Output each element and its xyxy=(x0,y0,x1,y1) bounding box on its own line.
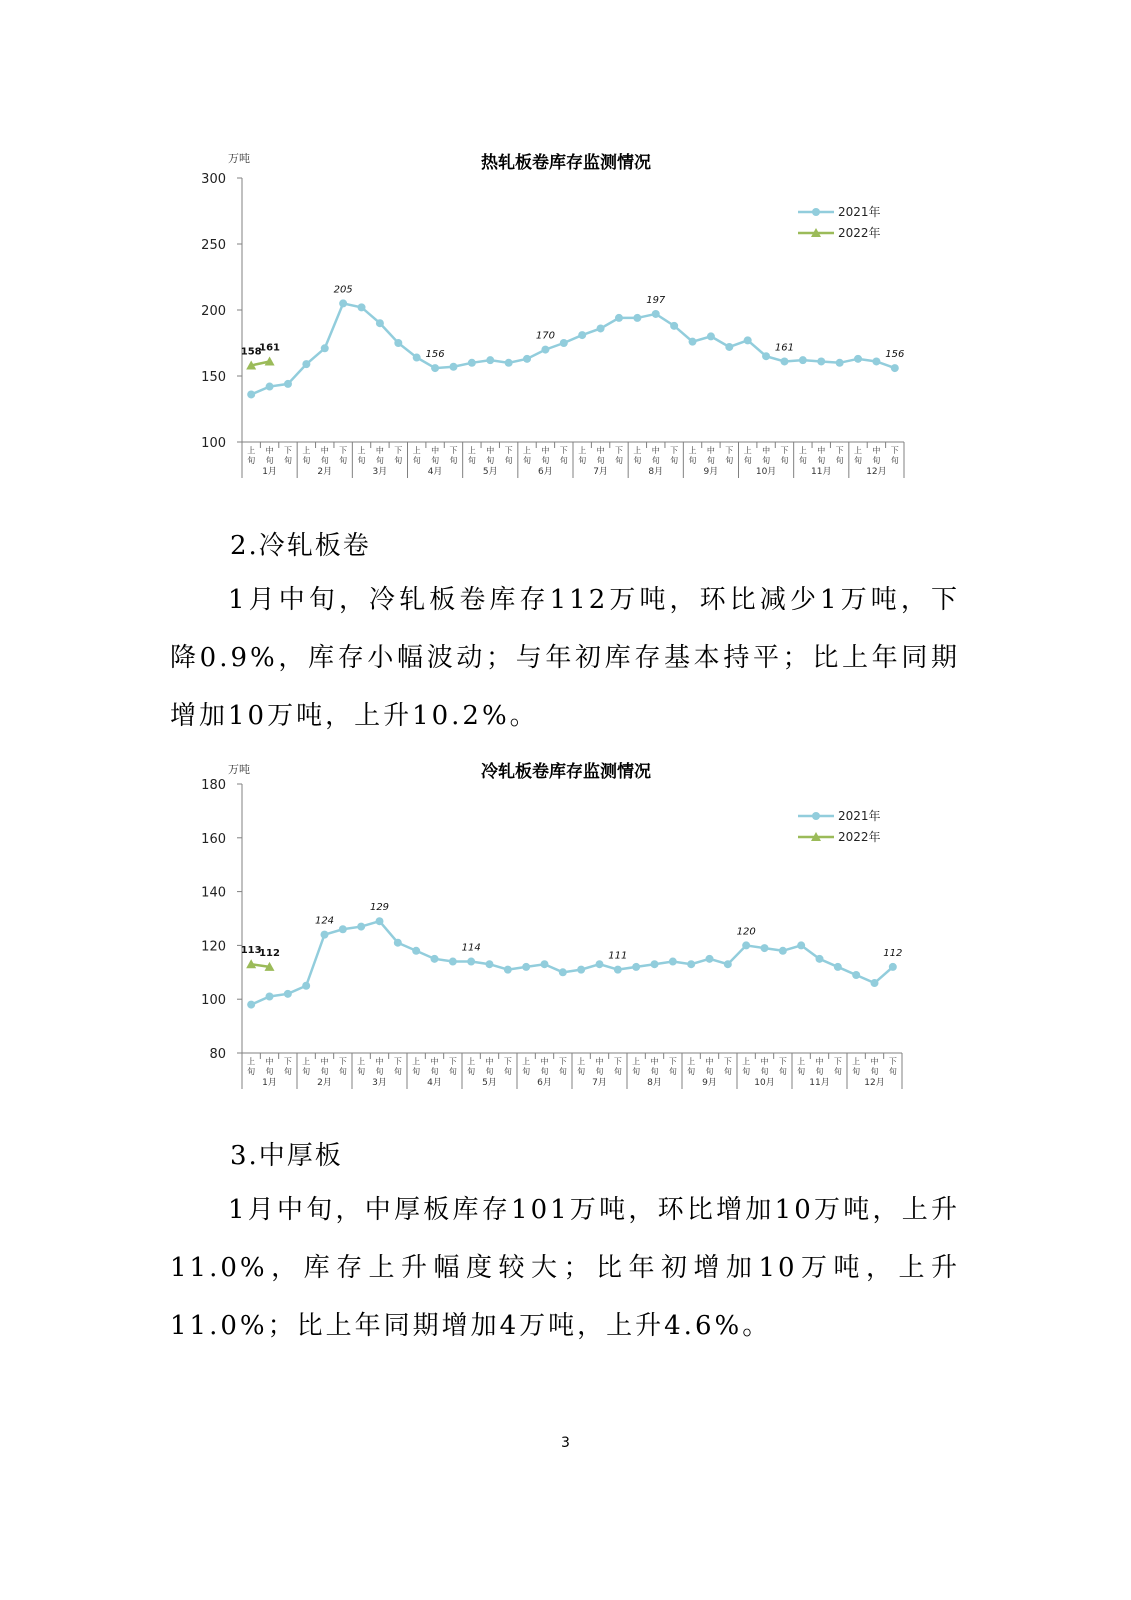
x-tick-label: 中 xyxy=(595,1057,604,1066)
data-point xyxy=(541,346,549,354)
x-month-label: 8月 xyxy=(647,1078,662,1088)
data-label: 113 xyxy=(240,945,262,957)
x-month-label: 9月 xyxy=(703,467,719,477)
x-tick-label: 下 xyxy=(394,446,403,455)
x-tick-label: 旬 xyxy=(393,1067,402,1076)
x-tick-label: 中 xyxy=(762,446,771,455)
data-point xyxy=(652,310,660,318)
x-tick-label: 下 xyxy=(725,446,734,455)
x-tick-label: 中 xyxy=(870,1057,879,1066)
legend-label: 2021年 xyxy=(838,809,881,823)
data-point xyxy=(284,380,292,388)
x-tick-label: 上 xyxy=(578,446,587,455)
x-tick-label: 中 xyxy=(320,446,329,455)
data-point xyxy=(854,355,862,363)
x-tick-label: 旬 xyxy=(265,456,274,465)
x-tick-label: 旬 xyxy=(265,1067,274,1076)
y-tick-label: 300 xyxy=(201,172,226,187)
series-line-2021年 xyxy=(251,303,895,394)
data-point xyxy=(651,960,659,968)
data-point xyxy=(669,958,677,966)
x-tick-label: 旬 xyxy=(467,456,476,465)
x-tick-label: 下 xyxy=(668,1057,677,1066)
x-tick-label: 中 xyxy=(705,1057,714,1066)
y-tick-label: 80 xyxy=(209,1047,226,1062)
data-point xyxy=(284,990,292,998)
data-point xyxy=(596,960,604,968)
y-tick-label: 180 xyxy=(201,778,226,793)
x-tick-label: 旬 xyxy=(375,1067,384,1076)
x-tick-label: 旬 xyxy=(523,456,532,465)
data-label: 120 xyxy=(736,926,756,938)
x-tick-label: 旬 xyxy=(577,1067,586,1076)
x-tick-label: 旬 xyxy=(668,1067,677,1076)
x-tick-label: 旬 xyxy=(833,1067,842,1076)
x-tick-label: 旬 xyxy=(670,456,679,465)
x-month-label: 3月 xyxy=(372,467,388,477)
x-tick-label: 旬 xyxy=(595,1067,604,1076)
legend-label: 2021年 xyxy=(838,205,881,219)
data-label: 129 xyxy=(369,902,390,914)
x-month-label: 3月 xyxy=(372,1078,387,1088)
y-tick-label: 120 xyxy=(201,939,226,955)
data-point xyxy=(358,303,366,311)
x-tick-label: 中 xyxy=(485,1057,494,1066)
x-tick-label: 中 xyxy=(817,446,826,455)
x-tick-label: 中 xyxy=(375,446,384,455)
x-month-label: 10月 xyxy=(754,1078,775,1088)
data-point xyxy=(687,960,695,968)
data-point xyxy=(633,314,641,322)
data-point xyxy=(376,917,384,925)
data-point xyxy=(302,982,310,990)
data-point xyxy=(449,958,457,966)
x-tick-label: 旬 xyxy=(797,1067,806,1076)
x-tick-label: 旬 xyxy=(448,1067,457,1076)
data-point xyxy=(449,363,457,371)
x-tick-label: 下 xyxy=(835,446,844,455)
x-tick-label: 中 xyxy=(596,446,605,455)
data-point xyxy=(486,356,494,364)
x-tick-label: 下 xyxy=(559,446,568,455)
x-tick-label: 中 xyxy=(265,446,274,455)
x-tick-label: 下 xyxy=(283,446,292,455)
data-point xyxy=(762,352,770,360)
x-tick-label: 旬 xyxy=(394,456,403,465)
x-tick-label: 旬 xyxy=(486,456,495,465)
x-tick-label: 旬 xyxy=(633,456,642,465)
x-tick-label: 旬 xyxy=(743,456,752,465)
data-label: 170 xyxy=(535,330,555,342)
x-tick-label: 中 xyxy=(375,1057,384,1066)
x-month-label: 11月 xyxy=(811,467,832,477)
x-tick-label: 下 xyxy=(338,1057,347,1066)
x-tick-label: 上 xyxy=(302,1057,311,1066)
x-tick-label: 旬 xyxy=(283,456,292,465)
x-tick-label: 下 xyxy=(778,1057,787,1066)
data-label: 114 xyxy=(461,942,481,954)
chart-title: 冷轧板卷库存监测情况 xyxy=(481,762,651,782)
data-point xyxy=(632,963,640,971)
data-point xyxy=(486,960,494,968)
x-tick-label: 中 xyxy=(320,1057,329,1066)
x-month-label: 7月 xyxy=(592,1078,607,1088)
x-month-label: 7月 xyxy=(593,467,608,477)
data-point xyxy=(504,966,512,974)
y-tick-label: 160 xyxy=(201,831,226,847)
x-month-label: 12月 xyxy=(866,467,887,477)
data-point xyxy=(247,1001,255,1009)
x-tick-label: 中 xyxy=(486,446,495,455)
data-point xyxy=(834,963,842,971)
x-tick-label: 旬 xyxy=(650,1067,659,1076)
x-tick-label: 下 xyxy=(723,1057,732,1066)
x-tick-label: 上 xyxy=(743,446,752,455)
x-tick-label: 旬 xyxy=(357,1067,366,1076)
x-tick-label: 中 xyxy=(430,1057,439,1066)
x-tick-label: 下 xyxy=(890,446,899,455)
legend-marker xyxy=(812,208,820,216)
x-tick-label: 中 xyxy=(706,446,715,455)
x-tick-label: 上 xyxy=(357,1057,366,1066)
data-point xyxy=(522,963,530,971)
x-tick-label: 旬 xyxy=(412,1067,421,1076)
x-tick-label: 上 xyxy=(522,1057,531,1066)
data-point xyxy=(339,299,347,307)
x-tick-label: 旬 xyxy=(815,1067,824,1076)
section-heading-cold-rolled: 2.冷轧板卷 xyxy=(230,531,371,561)
x-tick-label: 旬 xyxy=(320,456,329,465)
chart-svg xyxy=(0,752,1131,1092)
data-point xyxy=(578,331,586,339)
x-tick-label: 旬 xyxy=(541,456,550,465)
data-point xyxy=(394,939,402,947)
data-point xyxy=(321,931,329,939)
page-number: 3 xyxy=(561,1435,570,1451)
data-point xyxy=(836,359,844,367)
data-point xyxy=(816,955,824,963)
data-point xyxy=(431,364,439,372)
data-point xyxy=(872,357,880,365)
x-month-label: 10月 xyxy=(755,467,777,477)
x-tick-label: 旬 xyxy=(283,1067,292,1076)
x-month-label: 1月 xyxy=(262,467,277,477)
x-tick-label: 旬 xyxy=(835,456,844,465)
data-point xyxy=(468,359,476,367)
x-tick-label: 下 xyxy=(393,1057,402,1066)
x-tick-label: 下 xyxy=(448,1057,457,1066)
data-label: 111 xyxy=(608,950,628,962)
data-point xyxy=(780,357,788,365)
x-tick-label: 下 xyxy=(558,1057,567,1066)
data-label: 124 xyxy=(314,915,335,927)
data-label: 156 xyxy=(885,349,905,361)
data-point xyxy=(577,966,585,974)
x-tick-label: 旬 xyxy=(780,456,789,465)
cold-rolled-coil-chart xyxy=(0,752,1131,1092)
x-month-label: 4月 xyxy=(427,1078,442,1088)
y-tick-label: 200 xyxy=(201,304,226,319)
data-point xyxy=(560,339,568,347)
x-tick-label: 旬 xyxy=(872,456,881,465)
x-tick-label: 上 xyxy=(577,1057,586,1066)
x-tick-label: 旬 xyxy=(890,456,899,465)
x-tick-label: 上 xyxy=(523,446,532,455)
x-tick-label: 上 xyxy=(412,1057,421,1066)
x-tick-label: 上 xyxy=(687,1057,696,1066)
x-tick-label: 下 xyxy=(780,446,789,455)
x-tick-label: 旬 xyxy=(503,1067,512,1076)
data-point xyxy=(413,354,421,362)
data-point xyxy=(357,923,365,931)
data-point xyxy=(394,339,402,347)
x-tick-label: 上 xyxy=(797,1057,806,1066)
x-tick-label: 旬 xyxy=(742,1067,751,1076)
x-tick-label: 旬 xyxy=(723,1067,732,1076)
x-tick-label: 旬 xyxy=(559,456,568,465)
x-month-label: 2月 xyxy=(317,1078,332,1088)
y-tick-label: 140 xyxy=(201,885,226,901)
data-label: 161 xyxy=(259,342,281,354)
x-month-label: 9月 xyxy=(702,1078,717,1088)
y-tick-label: 100 xyxy=(201,993,226,1009)
legend-marker xyxy=(812,812,820,820)
data-point xyxy=(707,332,715,340)
x-tick-label: 下 xyxy=(888,1057,897,1066)
x-tick-label: 下 xyxy=(503,1057,512,1066)
data-point xyxy=(852,971,860,979)
x-tick-label: 旬 xyxy=(449,456,458,465)
data-point xyxy=(523,355,531,363)
x-tick-label: 旬 xyxy=(614,456,623,465)
x-tick-label: 上 xyxy=(798,446,807,455)
x-tick-label: 旬 xyxy=(247,1067,256,1076)
data-point xyxy=(597,324,605,332)
legend-label: 2022年 xyxy=(838,830,881,844)
data-label: 156 xyxy=(425,349,445,361)
data-point xyxy=(817,357,825,365)
data-label: 112 xyxy=(883,947,903,959)
x-tick-label: 旬 xyxy=(578,456,587,465)
x-tick-label: 旬 xyxy=(798,456,807,465)
x-tick-label: 中 xyxy=(872,446,881,455)
x-tick-label: 中 xyxy=(650,1057,659,1066)
x-tick-label: 中 xyxy=(815,1057,824,1066)
y-axis-unit: 万吨 xyxy=(228,152,250,165)
section-heading-medium-plate: 3.中厚板 xyxy=(230,1141,343,1171)
x-month-label: 5月 xyxy=(482,467,498,477)
x-tick-label: 上 xyxy=(467,1057,476,1066)
legend-label: 2022年 xyxy=(838,226,881,240)
x-tick-label: 旬 xyxy=(302,1067,311,1076)
x-tick-label: 旬 xyxy=(854,456,863,465)
x-tick-label: 旬 xyxy=(651,456,660,465)
paragraph-medium-plate: 1月中旬，中厚板库存101万吨，环比增加10万吨，上升11.0%，库存上升幅度较大；比年初增加10万吨，上升11.0%；比上年同期增加4万吨，上升4.6%。 xyxy=(170,1195,960,1341)
data-point xyxy=(615,314,623,322)
x-tick-label: 中 xyxy=(760,1057,769,1066)
x-tick-label: 旬 xyxy=(596,456,605,465)
data-point xyxy=(247,390,255,398)
data-point xyxy=(724,960,732,968)
data-point xyxy=(744,336,752,344)
x-tick-label: 旬 xyxy=(504,456,513,465)
x-tick-label: 上 xyxy=(632,1057,641,1066)
x-tick-label: 旬 xyxy=(725,456,734,465)
x-tick-label: 旬 xyxy=(540,1067,549,1076)
series-line-2021年 xyxy=(251,921,893,1004)
x-month-label: 5月 xyxy=(482,1078,497,1088)
x-tick-label: 旬 xyxy=(339,456,348,465)
x-month-label: 2月 xyxy=(317,467,333,477)
data-point xyxy=(339,925,347,933)
x-tick-label: 上 xyxy=(467,446,476,455)
x-tick-label: 上 xyxy=(852,1057,861,1066)
data-point xyxy=(779,947,787,955)
x-tick-label: 中 xyxy=(265,1057,274,1066)
x-month-label: 11月 xyxy=(809,1078,830,1088)
x-tick-label: 中 xyxy=(431,446,440,455)
x-tick-label: 上 xyxy=(302,446,311,455)
x-tick-label: 旬 xyxy=(302,456,311,465)
data-point xyxy=(431,955,439,963)
x-tick-label: 下 xyxy=(283,1057,292,1066)
data-point xyxy=(505,359,513,367)
chart-title: 热轧板卷库存监测情况 xyxy=(481,153,651,173)
y-axis-unit: 万吨 xyxy=(228,763,250,776)
data-point xyxy=(871,979,879,987)
x-tick-label: 中 xyxy=(541,446,550,455)
x-tick-label: 旬 xyxy=(870,1067,879,1076)
x-month-label: 6月 xyxy=(537,1078,552,1088)
y-tick-label: 150 xyxy=(201,370,226,385)
x-tick-label: 旬 xyxy=(430,1067,439,1076)
x-tick-label: 旬 xyxy=(247,456,256,465)
data-point xyxy=(412,947,420,955)
x-month-label: 1月 xyxy=(262,1078,277,1088)
data-label: 161 xyxy=(774,342,795,354)
x-month-label: 8月 xyxy=(648,467,664,477)
x-tick-label: 上 xyxy=(412,446,421,455)
x-tick-label: 中 xyxy=(651,446,660,455)
data-point xyxy=(467,958,475,966)
data-label: 197 xyxy=(646,294,666,306)
x-tick-label: 下 xyxy=(614,446,623,455)
x-tick-label: 下 xyxy=(613,1057,622,1066)
x-tick-label: 旬 xyxy=(687,1067,696,1076)
x-tick-label: 上 xyxy=(688,446,697,455)
x-tick-label: 上 xyxy=(633,446,642,455)
x-tick-label: 旬 xyxy=(705,1067,714,1076)
data-point xyxy=(266,383,274,391)
x-tick-label: 旬 xyxy=(375,456,384,465)
x-tick-label: 旬 xyxy=(320,1067,329,1076)
data-point xyxy=(614,966,622,974)
data-point xyxy=(761,944,769,952)
data-point xyxy=(889,963,897,971)
x-tick-label: 旬 xyxy=(888,1067,897,1076)
data-label: 112 xyxy=(259,947,280,959)
data-label: 158 xyxy=(240,346,262,358)
data-point xyxy=(376,319,384,327)
y-tick-label: 100 xyxy=(201,436,226,451)
x-tick-label: 下 xyxy=(504,446,513,455)
x-tick-label: 旬 xyxy=(778,1067,787,1076)
x-tick-label: 旬 xyxy=(817,456,826,465)
data-point xyxy=(302,360,310,368)
x-tick-label: 旬 xyxy=(760,1067,769,1076)
data-point xyxy=(266,993,274,1001)
x-month-label: 4月 xyxy=(427,467,443,477)
x-tick-label: 旬 xyxy=(431,456,440,465)
x-tick-label: 上 xyxy=(247,446,256,455)
x-tick-label: 上 xyxy=(357,446,366,455)
x-tick-label: 旬 xyxy=(762,456,771,465)
data-point xyxy=(541,960,549,968)
x-tick-label: 下 xyxy=(449,446,458,455)
x-month-label: 12月 xyxy=(864,1078,885,1088)
x-tick-label: 下 xyxy=(339,446,348,455)
hot-rolled-coil-chart xyxy=(0,140,1131,485)
x-tick-label: 旬 xyxy=(522,1067,531,1076)
data-point xyxy=(689,338,697,346)
data-point xyxy=(799,356,807,364)
paragraph-cold-rolled: 1月中旬，冷轧板卷库存112万吨，环比减少1万吨，下降0.9%，库存小幅波动；与年初库存基本持平；比上年同期增加10万吨，上升10.2%。 xyxy=(170,585,960,731)
x-tick-label: 中 xyxy=(540,1057,549,1066)
x-tick-label: 下 xyxy=(833,1057,842,1066)
x-month-label: 6月 xyxy=(538,467,553,477)
x-tick-label: 旬 xyxy=(357,456,366,465)
y-tick-label: 250 xyxy=(201,238,226,253)
x-tick-label: 下 xyxy=(670,446,679,455)
x-tick-label: 旬 xyxy=(613,1067,622,1076)
x-tick-label: 上 xyxy=(247,1057,256,1066)
data-point xyxy=(742,941,750,949)
x-tick-label: 旬 xyxy=(632,1067,641,1076)
x-tick-label: 旬 xyxy=(688,456,697,465)
data-point xyxy=(797,941,805,949)
data-point xyxy=(725,343,733,351)
x-tick-label: 旬 xyxy=(558,1067,567,1076)
x-tick-label: 上 xyxy=(742,1057,751,1066)
data-point xyxy=(891,364,899,372)
x-tick-label: 旬 xyxy=(467,1067,476,1076)
chart-svg xyxy=(0,140,1131,485)
data-point xyxy=(559,968,567,976)
data-point xyxy=(321,344,329,352)
data-label: 205 xyxy=(333,284,353,296)
x-tick-label: 上 xyxy=(854,446,863,455)
x-tick-label: 旬 xyxy=(852,1067,861,1076)
x-tick-label: 旬 xyxy=(412,456,421,465)
x-tick-label: 旬 xyxy=(338,1067,347,1076)
data-point xyxy=(706,955,714,963)
x-tick-label: 旬 xyxy=(706,456,715,465)
data-point xyxy=(670,322,678,330)
x-tick-label: 旬 xyxy=(485,1067,494,1076)
